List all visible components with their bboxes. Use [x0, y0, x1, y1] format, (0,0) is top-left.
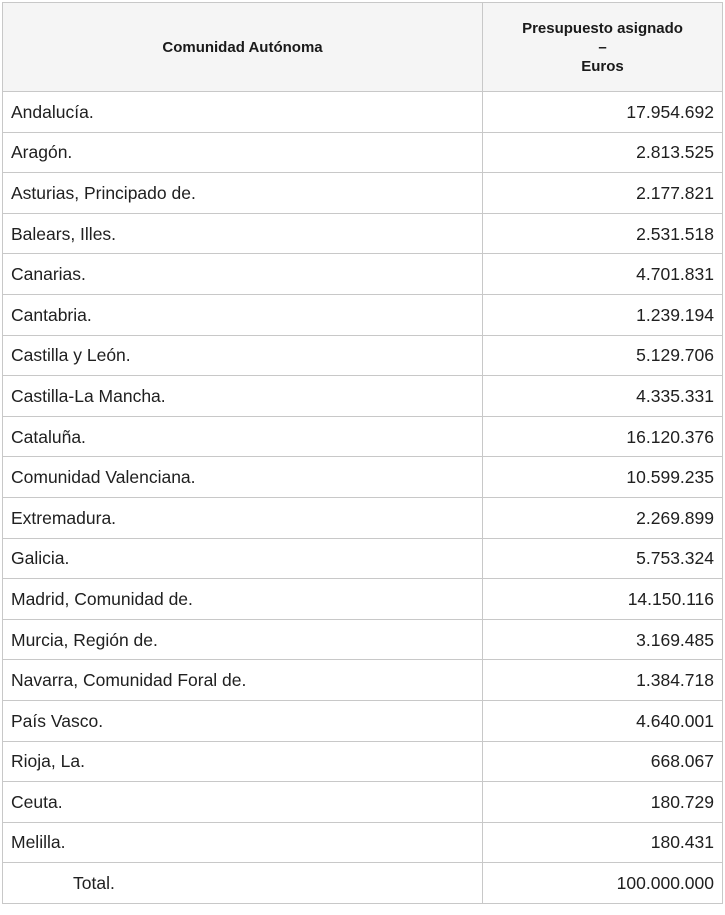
table-row [3, 254, 723, 295]
table-header [3, 3, 723, 92]
region-cell: Aragón. [3, 132, 483, 173]
table-row [3, 376, 723, 417]
amount-cell: 5.753.324 [483, 538, 723, 579]
amount-cell: 4.701.831 [483, 254, 723, 295]
column-header-region: Comunidad Autónoma [3, 3, 483, 92]
table-row [3, 579, 723, 620]
region-cell: Rioja, La. [3, 741, 483, 782]
region-cell: Navarra, Comunidad Foral de. [3, 660, 483, 701]
region-cell: Murcia, Región de. [3, 619, 483, 660]
region-cell: Madrid, Comunidad de. [3, 579, 483, 620]
amount-cell: 3.169.485 [483, 619, 723, 660]
region-cell: País Vasco. [3, 700, 483, 741]
table-row [3, 700, 723, 741]
amount-cell: 2.813.525 [483, 132, 723, 173]
amount-cell: 10.599.235 [483, 457, 723, 498]
table-row [3, 660, 723, 701]
amount-cell: 5.129.706 [483, 335, 723, 376]
header-row [3, 3, 723, 92]
region-cell: Asturias, Principado de. [3, 173, 483, 214]
budget-table [2, 2, 723, 904]
region-cell: Melilla. [3, 822, 483, 863]
amount-cell: 14.150.116 [483, 579, 723, 620]
table-row [3, 782, 723, 823]
amount-cell: 1.239.194 [483, 294, 723, 335]
amount-cell: 1.384.718 [483, 660, 723, 701]
amount-cell: 4.640.001 [483, 700, 723, 741]
table-body [3, 92, 723, 904]
region-cell: Andalucía. [3, 92, 483, 133]
table-row [3, 741, 723, 782]
total-amount: 100.000.000 [483, 863, 723, 904]
region-cell: Ceuta. [3, 782, 483, 823]
table-row [3, 294, 723, 335]
column-header-budget [483, 3, 723, 92]
amount-cell: 4.335.331 [483, 376, 723, 417]
budget-header-line-2: – [598, 38, 607, 56]
region-cell: Castilla-La Mancha. [3, 376, 483, 417]
budget-header-line-1: Presupuesto asignado [522, 19, 683, 37]
table-row [3, 822, 723, 863]
table-row [3, 132, 723, 173]
table-row [3, 335, 723, 376]
budget-header-line-3: Euros [581, 57, 624, 75]
table-row [3, 213, 723, 254]
region-cell: Canarias. [3, 254, 483, 295]
amount-cell: 668.067 [483, 741, 723, 782]
total-row [3, 863, 723, 904]
region-cell: Extremadura. [3, 497, 483, 538]
table-row [3, 92, 723, 133]
amount-cell: 180.431 [483, 822, 723, 863]
region-cell: Comunidad Valenciana. [3, 457, 483, 498]
amount-cell: 16.120.376 [483, 416, 723, 457]
table-row [3, 173, 723, 214]
table-row [3, 457, 723, 498]
amount-cell: 180.729 [483, 782, 723, 823]
table-row [3, 538, 723, 579]
table-row [3, 619, 723, 660]
amount-cell: 17.954.692 [483, 92, 723, 133]
region-cell: Cantabria. [3, 294, 483, 335]
total-label: Total. [3, 863, 483, 904]
region-cell: Balears, Illes. [3, 213, 483, 254]
region-cell: Cataluña. [3, 416, 483, 457]
region-cell: Castilla y León. [3, 335, 483, 376]
amount-cell: 2.531.518 [483, 213, 723, 254]
amount-cell: 2.269.899 [483, 497, 723, 538]
table-row [3, 416, 723, 457]
region-cell: Galicia. [3, 538, 483, 579]
amount-cell: 2.177.821 [483, 173, 723, 214]
table-row [3, 497, 723, 538]
